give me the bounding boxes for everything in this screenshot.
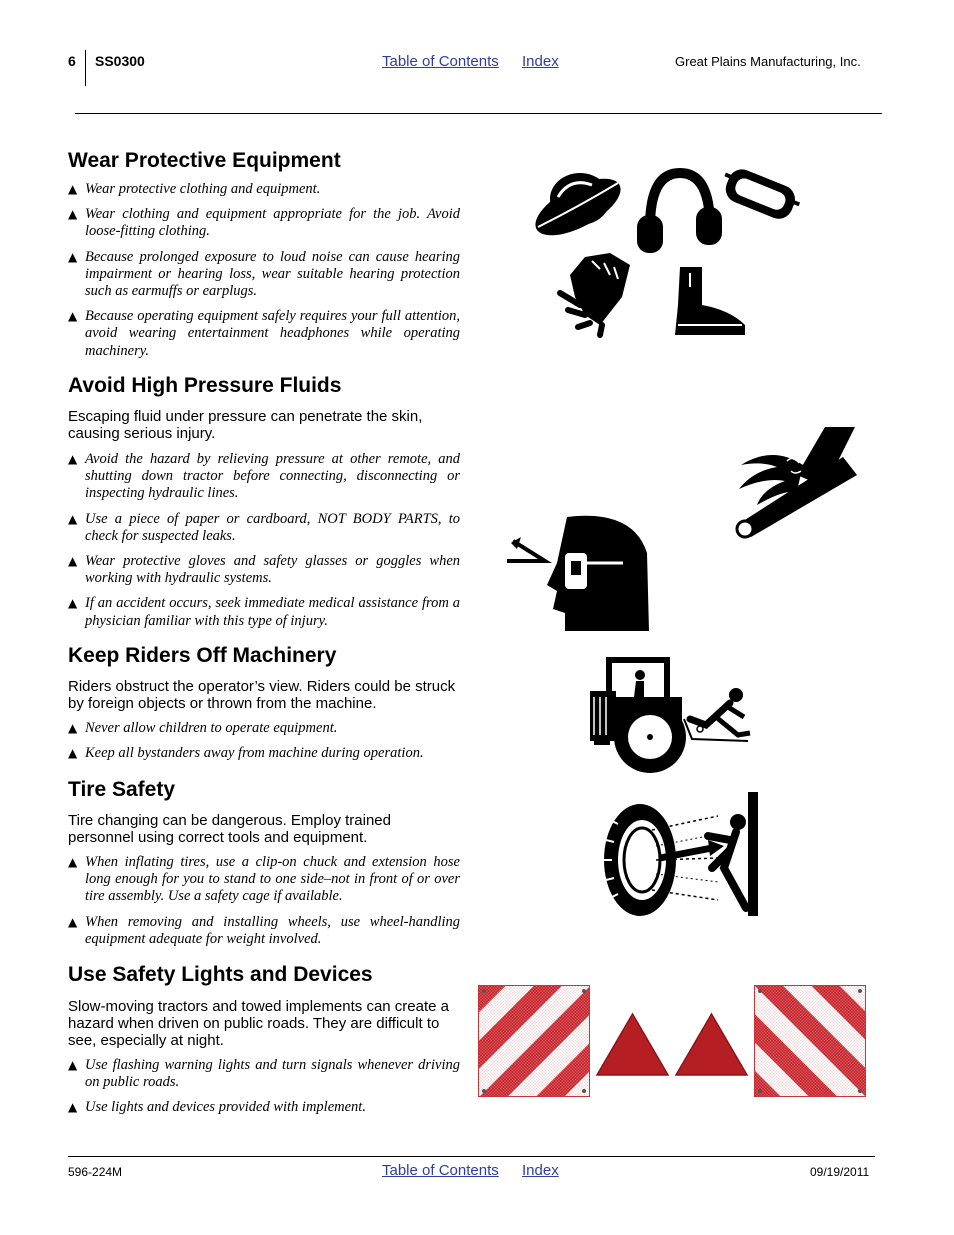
earmuffs-icon xyxy=(637,173,722,253)
bullet-triangle-icon: ▲ xyxy=(68,511,78,526)
list-item: ▲ Because operating equipment safely requires your full attention, avoid wearing entertainment headphones while operating machinery. xyxy=(68,308,460,359)
lights-intro: Slow-moving tractors and towed implements can create a hazard when driven on public roads. They are difficult to see, especially at night. xyxy=(68,998,450,1049)
fluids-intro: Escaping fluid under pressure can penetrate the skin, causing serious injury. xyxy=(68,408,423,442)
page-number: 6 xyxy=(68,53,76,69)
hard-hat-icon xyxy=(530,167,629,246)
list-item: ▲ If an accident occurs, seek immediate medical assistance from a physician familiar with this type of injury. xyxy=(68,595,460,629)
tire-explosion-illustration xyxy=(600,790,762,918)
header-divider xyxy=(85,50,86,86)
footer-rule xyxy=(68,1156,875,1157)
gloves-icon xyxy=(560,253,630,335)
hydraulic-leak-hand-illustration xyxy=(733,425,868,540)
tire-intro: Tire changing can be dangerous. Employ trained personnel using correct tools and equipment. xyxy=(68,812,391,846)
protective-equipment-illustration xyxy=(530,165,800,340)
doc-code: SS0300 xyxy=(95,53,145,69)
bullet-triangle-icon: ▲ xyxy=(68,721,78,735)
bullet-triangle-icon: ▲ xyxy=(68,554,78,569)
bullet-triangle-icon: ▲ xyxy=(68,309,78,324)
list-item: ▲ Use a piece of paper or cardboard, NOT BODY PARTS, to check for suspected leaks. xyxy=(68,510,460,544)
list-item: ▲ When inflating tires, use a clip-on chuck and extension hose long enough for you to stand to one side–not in front of or over tire assembly. Use a safety cage if available. xyxy=(68,854,460,905)
list-item: ▲ Use lights and devices provided with implement. xyxy=(68,1099,366,1116)
red-triangle-reflector-left xyxy=(595,1012,670,1077)
riders-intro: Riders obstruct the operator’s view. Riders could be struck by foreign objects or thrown from the machine. xyxy=(68,678,456,712)
bullet-triangle-icon: ▲ xyxy=(68,746,78,761)
company-name: Great Plains Manufacturing, Inc. xyxy=(675,54,861,69)
toc-link-header[interactable]: Table of Contents xyxy=(382,53,499,70)
index-link-footer[interactable]: Index xyxy=(522,1162,559,1179)
bullet-triangle-icon: ▲ xyxy=(68,1100,78,1115)
tire-bullets xyxy=(68,854,460,956)
list-item: ▲ Wear protective gloves and safety glasses or goggles when working with hydraulic systems. xyxy=(68,553,460,587)
bullet-triangle-icon: ▲ xyxy=(68,249,78,264)
list-item: ▲ When removing and installing wheels, use wheel-handling equipment adequate for weight involved. xyxy=(68,913,460,947)
tractor-rider-illustration xyxy=(588,653,753,778)
bullet-triangle-icon: ▲ xyxy=(68,855,78,869)
boot-icon xyxy=(675,267,745,335)
list-item: ▲ Keep all bystanders away from machine during operation. xyxy=(68,745,424,762)
wear-title: Wear Protective Equipment xyxy=(68,149,341,172)
fluids-title: Avoid High Pressure Fluids xyxy=(68,374,342,397)
footer-date: 09/19/2011 xyxy=(810,1165,870,1179)
list-item: ▲ Because prolonged exposure to loud noise can cause hearing impairment or hearing loss, wear suitable hearing protection such as earmuffs or earplugs. xyxy=(68,248,460,300)
bullet-triangle-icon: ▲ xyxy=(68,914,78,929)
list-item: ▲ Wear clothing and equipment appropriate for the job. Avoid loose-fitting clothing. xyxy=(68,206,460,240)
riders-bullets xyxy=(68,720,460,770)
list-item: ▲ Wear protective clothing and equipment. xyxy=(68,181,321,197)
red-white-reflector-left xyxy=(478,985,590,1097)
toc-link-footer[interactable]: Table of Contents xyxy=(382,1162,499,1179)
red-triangle-reflector-right xyxy=(674,1012,749,1077)
wear-bullets xyxy=(68,181,460,368)
riders-title: Keep Riders Off Machinery xyxy=(68,644,337,667)
bullet-triangle-icon: ▲ xyxy=(68,182,78,196)
head-goggles-illustration xyxy=(505,513,650,631)
bullet-triangle-icon: ▲ xyxy=(68,207,78,222)
list-item: ▲ Use flashing warning lights and turn signals whenever driving on public roads. xyxy=(68,1057,460,1091)
part-number: 596-224M xyxy=(68,1165,123,1179)
list-item: ▲ Avoid the hazard by relieving pressure at other remote, and shutting down tractor before connecting, disconnecting or inspecting hydraulic lines. xyxy=(68,451,460,502)
header-rule xyxy=(75,113,882,114)
goggles-icon xyxy=(717,165,800,225)
fluids-bullets xyxy=(68,451,460,638)
bullet-triangle-icon: ▲ xyxy=(68,596,78,611)
tire-title: Tire Safety xyxy=(68,778,175,801)
bullet-triangle-icon: ▲ xyxy=(68,1058,78,1072)
bullet-triangle-icon: ▲ xyxy=(68,452,78,466)
lights-bullets xyxy=(68,1057,460,1125)
lights-title: Use Safety Lights and Devices xyxy=(68,963,373,986)
index-link-header[interactable]: Index xyxy=(522,53,559,70)
list-item: ▲ Never allow children to operate equipment. xyxy=(68,720,338,736)
red-white-reflector-right xyxy=(754,985,866,1097)
